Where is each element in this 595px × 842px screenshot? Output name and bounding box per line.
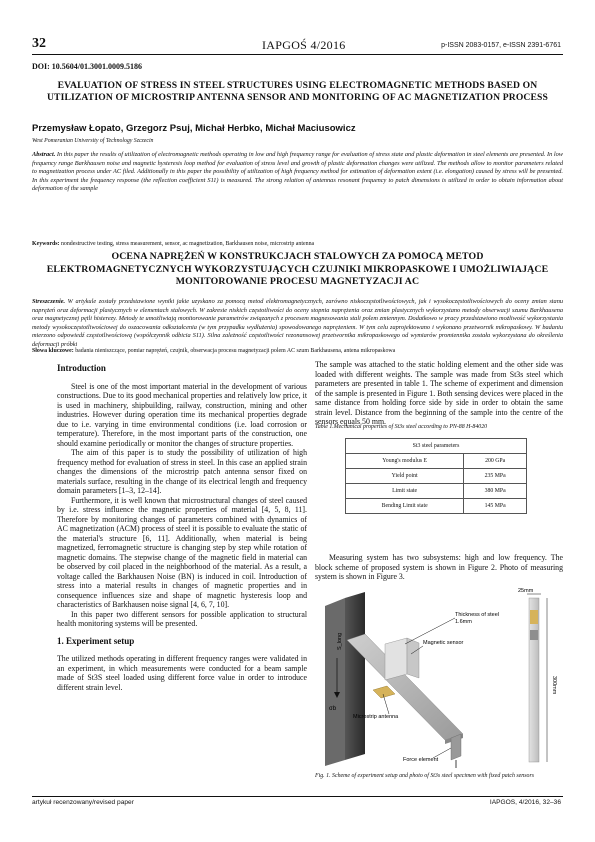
- intro-paragraph: In this paper two different sensors for possible application to structural health monitoring systems will be presented.: [57, 609, 307, 628]
- sample-photo-sensor: [530, 630, 538, 640]
- keywords-text: nondestructive testing, stress measurement, sensor, ac magnetization, Barkhausen noise, microstrip antenna: [59, 241, 315, 247]
- setup-paragraph: The utilized methods operating in different frequency ranges were validated in an experiment, in which measurements were conducted for a beam sample made of St3S steel loaded using different force value in order to introduce different strain level.: [57, 654, 307, 692]
- page-number: 32: [32, 36, 46, 51]
- table-cell-value: 145 MPa: [464, 499, 527, 514]
- table-cell-value: 200 GPa: [464, 454, 527, 469]
- header-rule: [32, 54, 563, 55]
- right-column: [315, 360, 563, 427]
- section-introduction: Introduction: [57, 363, 106, 373]
- issn: p-ISSN 2083-0157, e-ISSN 2391-6761: [441, 42, 561, 49]
- intro-paragraph: The aim of this paper is to study the possibility of utilization of high frequency method for evaluation of stress in steel. In this case an applied strain changes the dimensions of the microstrip patch antenna sensor fixed on materials surface, resulting in the change of its electrical length and frequency domain parameters [1–3, 12–14].: [57, 448, 307, 495]
- properties-table: [345, 438, 527, 514]
- streszczenie-label: Streszczenie.: [32, 298, 66, 305]
- paper-title-pl: OCENA NAPRĘŻEŃ W KONSTRUKCJACH STALOWYCH ZA POMOCĄ METOD ELEKTROMAGNETYCZNYCH WYKORZYSTUJĄCYCH CZUJNIKI MIKROPASKOWE I UMOŻLIWIAJĄCE MONITOROWANIE PROCESU MAGNETYZACJI AC: [46, 251, 549, 288]
- keywords: [32, 240, 563, 248]
- magnetic-sensor-box: [385, 638, 407, 680]
- affiliation: West Pomeranian University of Technology Szczecin: [32, 138, 154, 144]
- label-magnetic-sensor: Magnetic sensor: [423, 640, 464, 646]
- footer-right: IAPGOS, 4/2016, 32–36: [489, 799, 561, 806]
- right-paragraph: The sample was attached to the static holding element and the other side was loaded with different weights. The sample was made from St3s steel which parameters are presented in table 1. The scheme of experiment and dimension of the sample is presented in Figure 1. Both sensing devices were placed in the same distance from holding force side by side in order to obtain the same strain level. Distance from the beginning of the sample into the centre of the sensors equals 50 mm.: [315, 360, 563, 426]
- figure-caption: Fig. 1. Scheme of experiment setup and photo of St3s steel specimen with fixed patch sensors: [315, 773, 535, 779]
- abstract: [32, 151, 563, 194]
- right-paragraph-2: [315, 553, 563, 582]
- label-sigma: σb: [329, 706, 337, 712]
- label-microstrip: Microstrip antenna: [353, 714, 399, 720]
- figure-1-scheme: [315, 588, 563, 770]
- magnetic-sensor-box-side: [407, 638, 419, 678]
- table-cell-value: 380 MPa: [464, 484, 527, 499]
- table-header-cell: St3 steel parameters: [346, 439, 527, 454]
- label-force: Force element: [403, 757, 439, 763]
- doi[interactable]: DOI: 10.5604/01.3001.0009.5186: [32, 62, 142, 71]
- footer-rule: [32, 796, 563, 797]
- table-cell-name: Yield point: [346, 469, 464, 484]
- abstract-label: Abstract.: [32, 151, 56, 158]
- left-column: [57, 364, 307, 692]
- table-row: [346, 499, 527, 514]
- authors: Przemysław Łopato, Grzegorz Psuj, Michał Herbko, Michał Maciusowicz: [32, 123, 356, 134]
- table-cell-name: Bending Limit state: [346, 499, 464, 514]
- label-dim-top: 25mm: [518, 588, 534, 594]
- intro-paragraph: Furthermore, it is well known that microstructural changes of steel caused by i.e. stress influence the magnetic properties of material [4, 5, 8, 11]. Therefore by monitoring changes of parameters combined with dynamics of AC magnetization (ACM) process of steel it is possible to evaluate the static of the material's structure [6, 11]. Additionally, when material is being magnetized, ferromagnetic structure is changing step by step while rotation of magnetic domains. The stepwise change of the magnetic field in material can be observed by coil placed in the neighborhood of the material. As a result, a voltage called the Barkhausen Noise (BN) is induced in coil. Introduction of stress into a material results in changes of magnetic properties and in consequence influences size and shape of magnetic hysteresis loop and characteristics of Barkhausen noise signal [4, 6, 7, 10].: [57, 495, 307, 609]
- slowa-label: Słowa kluczowe:: [32, 348, 74, 354]
- paper-title-en: EVALUATION OF STRESS IN STEEL STRUCTURES USING ELECTROMAGNETIC METHODS BASED ON UTILIZATION OF MICROSTRIP ANTENNA SENSOR AND MONITORING OF AC MAGNETIZATION PROCESS: [46, 80, 549, 103]
- table-row: [346, 469, 527, 484]
- section-experiment-setup: 1. Experiment setup: [57, 635, 135, 646]
- table-cell-name: Young's modulus E: [346, 454, 464, 469]
- label-s-long: S_long: [337, 632, 343, 650]
- holding-block: [345, 592, 365, 760]
- table-cell-name: Limit state: [346, 484, 464, 499]
- force-element: [451, 734, 461, 760]
- slowa-text: badania nieniszczące, pomiar naprężeń, czujnik, obserwacja procesu magnetyzacji polem AC szum Barkhausena, antena mikropaskowa: [73, 348, 396, 354]
- footer-left: artykuł recenzowany/revised paper: [32, 799, 134, 806]
- streszczenie-text: W artykule zostały przedstawione wyniki jakie uzyskano za pomocą metod elektromagnetycznych, zarówno niskoczęstotliwościowych, jak i wysokoczęstotliwościowych do oceny zmian stanu naprężeń oraz deformacji plastycznych w elementach stalowych. W zakresie niskich częstotliwości do oceny stopnia naprężenia oraz zmian plastycznych wykorzystano metody obserwacji szumu Barkhausena oraz magnetycznej pętli histerezy. Metody te umożliwiają monitorowanie parametrów związanych z procesem magnesowania stali polem zmiennym. Dodatkowo w pracy przedstawiono możliwość wykorzystania metody wysokoczęstotliwościowej do oszacowania odkształcenia (w tym przypadku wydłużenia) spowodowanego naprężeniem. W tym celu zaprojektowano i wykonano przetwornik mikropaskowy. W badaniu mierzono odpowiedź częstotliwościową (współczynnik odbicia S11). Silna zależność częstotliwości rezonansowej przetwornika mikropaskowego od wymiarów promiennika została wykorzystana do określenia deformacji próbki: [32, 298, 563, 348]
- abstract-text: In this paper the results of utilization of electromagnetic methods operating in low and high frequency range for evaluation of stress state and plastic deformation in steel elements are presented. In low frequency range Barkhausen noise and magnetic hysteresis loop method for evaluation of stress level and growth of plastic deformation changes were utilized. The methods allow to monitor parameters related to magnetization process under AC filed. Additionally in this paper the possibility of utilization of high frequency method for estimation of deformation extent (i.e. elongation) caused by stress will be presented. In this experiment the frequency response (the reflection coefficient S11) is measured. The strong relation of antennas resonant frequency to patch dimensions is utilized in order to obtain information about deformation of the sample: [32, 151, 563, 193]
- table-cell-value: 235 MPa: [464, 469, 527, 484]
- intro-paragraph: Steel is one of the most important material in the development of various constructions. Due to its good mechanical properties and relatively low price, it is used in machinery, shipbuilding, railway, construction, mining and other industries. However during operation time its mechanical properties degrade due to i.e. varying in time environmental conditions (i.e. load corrosion or temperature). Therefore, in the most important parts of the construction, one should examine periodically or monitor the changes of structure properties.: [57, 381, 307, 448]
- keywords-label: Keywords:: [32, 241, 60, 247]
- label-thickness: Thickness of steel: [455, 612, 500, 618]
- table-row: [346, 454, 527, 469]
- right-paragraph: Measuring system has two subsystems: high and low frequency. The block scheme of proposed system is shown in Figure 2. Photo of measuring system is shown in Figure 3.: [315, 553, 563, 581]
- slowa-kluczowe: [32, 347, 563, 355]
- label-dim-side: 300mm: [551, 676, 557, 695]
- streszczenie: [32, 298, 563, 349]
- table-caption: Table 1.Mechanical properties of St3s steel according to PN-88 H-84020: [315, 424, 488, 430]
- label-thickness-value: 1.6mm: [455, 619, 472, 625]
- journal-name: IAPGOŚ 4/2016: [262, 38, 346, 52]
- sample-photo-patch: [530, 610, 538, 624]
- holding-block-side: [325, 598, 345, 766]
- table-header-row: [346, 439, 527, 454]
- table-row: [346, 484, 527, 499]
